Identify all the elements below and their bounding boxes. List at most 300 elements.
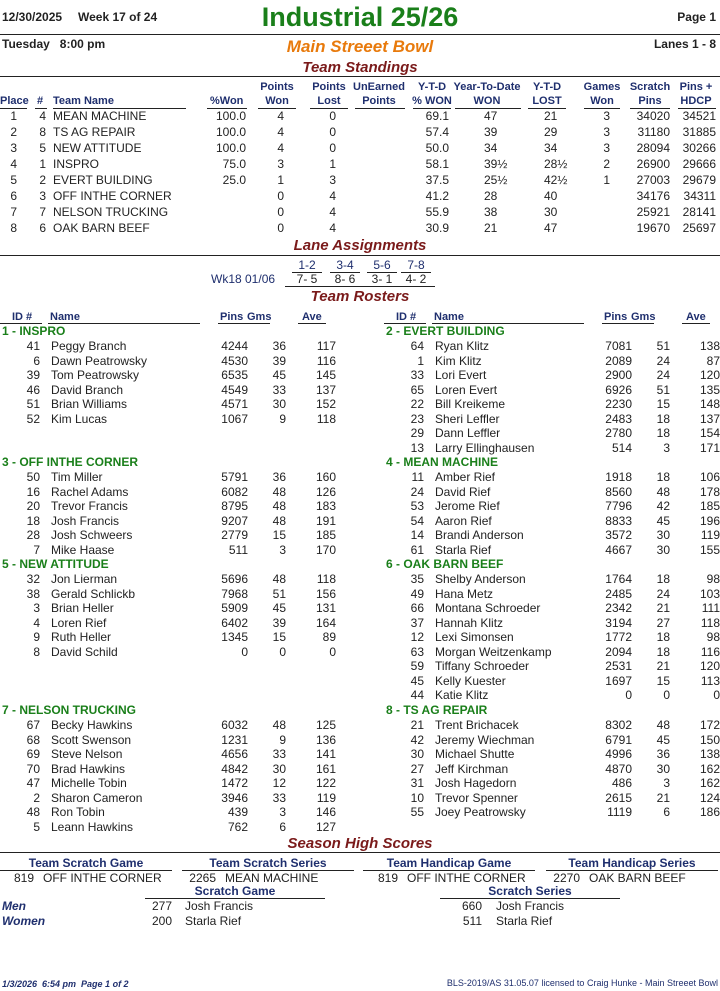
bowler-average: 186	[699, 805, 720, 819]
men-game-name: Josh Francis	[185, 899, 254, 913]
bowler-name: Joey Peatrowsky	[435, 805, 526, 819]
bowler-pins: 1764	[605, 572, 632, 586]
bowler-pins: 6082	[221, 484, 248, 499]
bowler-pins: 4656	[221, 747, 248, 761]
col-ytd-lost-1: Y-T-D	[532, 81, 562, 93]
team-roster-title: 6 - OAK BARN BEEF	[386, 557, 504, 571]
bowler-games: 3	[663, 440, 670, 455]
col-hdcp-1: Pins +	[679, 81, 713, 93]
bowler-id: 46	[26, 382, 40, 397]
bowler-games: 51	[656, 339, 670, 353]
team-number: 7	[39, 205, 46, 219]
team-number: 2	[39, 173, 46, 187]
bowler-name: Bill Kreikeme	[435, 397, 506, 411]
bowler-id: 22	[410, 397, 424, 411]
ytd-won: 25½	[484, 173, 508, 187]
roster-col-ave: Ave	[686, 311, 706, 323]
bowler-average: 120	[699, 659, 720, 673]
lanes-week: Wk18 01/06	[211, 272, 276, 286]
roster-col-name: Name	[434, 311, 464, 323]
bowler-id: 66	[410, 601, 424, 615]
bowler-pins: 7796	[605, 499, 632, 513]
bowler-average: 136	[315, 732, 336, 747]
bowler-pins: 486	[611, 776, 632, 790]
bowler-pins: 3194	[605, 615, 632, 630]
roster-col-id: ID #	[12, 311, 33, 323]
ytd-pct-won: 58.1	[425, 157, 449, 171]
team-handicap-game-score: 819	[377, 871, 398, 885]
bowler-id: 53	[410, 499, 424, 513]
bowler-games: 18	[656, 470, 670, 484]
bowler-games: 45	[656, 513, 670, 528]
bowler-id: 35	[410, 572, 424, 586]
bowler-name: Starla Rief	[435, 542, 492, 557]
bowler-name: Steve Nelson	[51, 747, 123, 761]
bowler-average: 171	[699, 440, 720, 455]
bowler-average: 135	[699, 382, 720, 397]
bowler-pins: 4571	[221, 397, 248, 411]
bowler-average: 89	[322, 630, 336, 644]
bowler-name: Michelle Tobin	[51, 776, 127, 790]
bowler-id: 54	[410, 513, 424, 528]
bowler-id: 63	[410, 644, 424, 659]
standings-row	[0, 157, 720, 172]
bowler-id: 70	[26, 761, 40, 776]
bowler-games: 24	[656, 353, 670, 368]
pct-won: 75.0	[222, 157, 246, 171]
bowler-pins: 2485	[605, 586, 632, 601]
bowler-id: 23	[410, 411, 424, 426]
bowler-pins: 4870	[605, 761, 632, 776]
lane-teams: 4- 2	[405, 272, 427, 286]
ytd-lost: 30	[544, 205, 558, 219]
bowler-id: 38	[26, 586, 40, 601]
bowler-name: Dann Leffler	[435, 426, 501, 440]
roster-col-gms: Gms	[247, 311, 272, 323]
bowler-average: 160	[315, 470, 336, 484]
bowler-name: David Branch	[51, 382, 124, 397]
rule	[682, 323, 710, 324]
ytd-pct-won: 41.2	[425, 189, 449, 203]
bowler-pins: 2780	[605, 426, 632, 440]
ytd-lost: 21	[544, 109, 558, 123]
bowler-id: 61	[410, 542, 424, 557]
bowler-pins: 1472	[221, 776, 248, 790]
bowler-id: 49	[410, 586, 424, 601]
team-number: 5	[39, 141, 46, 155]
league-title: Industrial 25/26	[261, 2, 459, 32]
bowler-name: Tom Peatrowsky	[51, 368, 140, 382]
bowler-average: 162	[699, 776, 720, 790]
bowler-id: 13	[410, 440, 424, 455]
ytd-won: 28	[484, 189, 498, 203]
bowler-pins: 5696	[221, 572, 248, 586]
bowler-id: 1	[417, 353, 424, 368]
bowler-name: Sharon Cameron	[51, 790, 143, 805]
bowler-pins: 4530	[221, 353, 248, 368]
bowler-pins: 7081	[605, 339, 632, 353]
bowler-id: 28	[26, 528, 40, 542]
bowler-games: 48	[656, 718, 670, 732]
games-won: 2	[603, 157, 610, 171]
hdcp-pins: 34311	[683, 189, 716, 203]
bowler-pins: 4244	[221, 339, 248, 353]
bowler-average: 196	[699, 513, 720, 528]
bowler-pins: 511	[228, 542, 248, 557]
standings-row	[0, 141, 720, 156]
bowler-pins: 1772	[605, 630, 632, 644]
bowler-games: 18	[656, 630, 670, 644]
bowler-pins: 9207	[221, 513, 248, 528]
bowler-games: 21	[656, 659, 670, 673]
bowling-center: Main Streeet Bowl	[286, 37, 434, 56]
bowler-pins: 1918	[605, 470, 632, 484]
bowler-average: 170	[315, 542, 336, 557]
bowler-pins: 4667	[605, 542, 632, 557]
bowler-games: 30	[656, 761, 670, 776]
bowler-average: 122	[315, 776, 336, 790]
bowler-name: Jerome Rief	[435, 499, 500, 513]
games-won: 3	[603, 125, 610, 139]
ytd-won: 34	[484, 141, 498, 155]
bowler-pins: 3572	[605, 528, 632, 542]
team-roster-title: 7 - NELSON TRUCKING	[2, 703, 137, 717]
lane-teams: 8- 6	[334, 272, 356, 286]
bowler-pins: 2900	[605, 368, 632, 382]
bowler-average: 155	[699, 542, 720, 557]
bowler-id: 50	[26, 470, 40, 484]
bowler-name: Trent Brichacek	[435, 718, 519, 732]
rule	[602, 323, 654, 324]
bowler-name: Michael Shutte	[435, 747, 515, 761]
team-roster-title: 5 - NEW ATTITUDE	[2, 557, 109, 571]
bowler-id: 3	[33, 601, 40, 615]
scratch-game-label: Scratch Game	[194, 884, 276, 898]
bowler-id: 6	[33, 353, 40, 368]
bowler-pins: 6926	[605, 382, 632, 397]
col-place: Place	[0, 95, 29, 107]
bowler-average: 138	[699, 339, 720, 353]
place: 1	[10, 109, 17, 123]
hdcp-pins: 29666	[682, 157, 716, 171]
bowler-games: 36	[272, 470, 286, 484]
bowler-id: 24	[410, 484, 424, 499]
bowler-games: 15	[656, 673, 670, 688]
bowler-id: 21	[410, 718, 424, 732]
bowler-name: Shelby Anderson	[435, 572, 526, 586]
bowler-average: 156	[315, 586, 336, 601]
col-games-won-1: Games	[583, 81, 621, 93]
points-lost: 0	[329, 141, 336, 155]
bowler-games: 30	[272, 761, 286, 776]
bowler-id: 64	[410, 339, 424, 353]
bowler-name: Montana Schroeder	[435, 601, 541, 615]
bowler-average: 137	[315, 382, 336, 397]
bowler-average: 119	[316, 790, 336, 805]
bowler-pins: 2531	[605, 659, 632, 673]
bowler-id: 8	[33, 644, 40, 659]
points-lost: 4	[329, 221, 336, 235]
bowler-pins: 3946	[221, 790, 248, 805]
hdcp-pins: 29679	[682, 173, 716, 187]
roster-col-id: ID #	[396, 311, 417, 323]
ytd-lost: 42½	[544, 173, 568, 187]
bowler-pins: 8302	[605, 718, 632, 732]
bowler-average: 146	[315, 805, 336, 819]
bowler-pins: 4842	[221, 761, 248, 776]
bowler-id: 27	[410, 761, 424, 776]
team-roster-title: 3 - OFF INTHE CORNER	[2, 455, 139, 469]
bowler-games: 0	[663, 688, 670, 702]
team-scratch-game-score: 819	[13, 871, 34, 885]
bowler-games: 30	[656, 528, 670, 542]
bowler-games: 36	[272, 339, 286, 353]
bowler-id: 59	[410, 659, 424, 673]
team-roster-title: 4 - MEAN MACHINE	[386, 455, 499, 469]
bowler-name: Jeff Kirchman	[435, 761, 509, 776]
bowler-id: 69	[26, 747, 40, 761]
team-handicap-series-score: 2270	[553, 871, 580, 885]
bowler-games: 15	[272, 528, 286, 542]
points-won: 4	[277, 125, 284, 139]
bowler-games: 39	[272, 615, 286, 630]
standings-row	[0, 189, 720, 204]
bowler-games: 51	[272, 586, 286, 601]
bowler-id: 7	[33, 542, 40, 557]
team-name: OAK BARN BEEF	[53, 221, 150, 235]
bowler-pins: 1697	[605, 673, 632, 688]
roster-col-name: Name	[50, 311, 80, 323]
bowler-name: Gerald Schlickb	[51, 586, 136, 601]
bowler-name: Ryan Klitz	[435, 339, 490, 353]
bowler-games: 18	[656, 644, 670, 659]
lanes-title: Lane Assignments	[293, 237, 427, 254]
bowler-average: 150	[699, 732, 720, 747]
col-ytd-won-2: WON	[473, 95, 501, 107]
col-pct-won: %Won	[210, 95, 244, 107]
standings-top-rule	[0, 76, 720, 77]
bowler-pins: 6535	[221, 368, 248, 382]
bowler-name: Dawn Peatrowsky	[51, 353, 148, 368]
team-name: EVERT BUILDING	[53, 173, 153, 187]
league-day-time: Tuesday 8:00 pm	[2, 37, 106, 51]
ytd-pct-won: 55.9	[425, 205, 449, 219]
bowler-id: 11	[411, 470, 424, 484]
bowler-id: 55	[410, 805, 424, 819]
col-points-won-1: Points	[260, 81, 294, 93]
col-games-won-2: Won	[590, 95, 614, 107]
ytd-lost: 29	[544, 125, 558, 139]
team-roster-title: 1 - INSPRO	[2, 324, 66, 338]
bowler-average: 111	[701, 601, 720, 615]
bowler-pins: 4996	[605, 747, 632, 761]
bowler-name: Kelly Kuester	[435, 673, 506, 688]
bowler-games: 21	[656, 790, 670, 805]
women-label: Women	[2, 914, 46, 928]
bowler-pins: 6032	[221, 718, 248, 732]
bowler-average: 124	[699, 790, 720, 805]
bowler-average: 191	[315, 513, 336, 528]
bowler-games: 6	[663, 805, 670, 819]
scratch-pins: 28094	[636, 141, 670, 155]
bowler-games: 51	[656, 382, 670, 397]
bowler-name: Tim Miller	[51, 470, 103, 484]
lane-pair: 3-4	[330, 258, 360, 273]
rosters-title: Team Rosters	[310, 288, 410, 305]
points-lost: 0	[329, 109, 336, 123]
report-date: 12/30/2025	[2, 10, 63, 24]
bowler-average: 116	[700, 644, 720, 659]
bowler-pins: 1231	[221, 732, 248, 747]
bowler-pins: 2615	[605, 790, 632, 805]
bowler-id: 31	[410, 776, 424, 790]
lane-pair: 7-8	[401, 258, 431, 273]
lane-pair: 1-2	[292, 258, 322, 273]
bowler-games: 33	[272, 382, 286, 397]
bowler-id: 41	[26, 339, 40, 353]
hdcp-pins: 25697	[682, 221, 716, 235]
team-scratch-game-label: Team Scratch Game	[28, 856, 144, 870]
bowler-name: David Schild	[51, 644, 118, 659]
bowler-name: Jeremy Wiechman	[435, 732, 535, 747]
col-hdcp-2: HDCP	[680, 95, 712, 107]
team-name: TS AG REPAIR	[53, 125, 136, 139]
bowler-name: Lexi Simonsen	[435, 630, 514, 644]
bowler-average: 138	[699, 747, 720, 761]
bowler-pins: 0	[625, 688, 632, 702]
bowler-games: 48	[272, 572, 286, 586]
bowler-average: 137	[699, 411, 720, 426]
ytd-pct-won: 50.0	[425, 141, 449, 155]
points-won: 0	[277, 189, 284, 203]
bowler-games: 45	[656, 732, 670, 747]
place: 6	[10, 189, 17, 203]
bowler-name: Brian Williams	[51, 397, 128, 411]
bowler-games: 42	[656, 499, 670, 513]
bowler-games: 39	[272, 353, 286, 368]
men-series-score: 660	[461, 899, 482, 913]
bowler-games: 30	[272, 397, 286, 411]
team-scratch-series-score: 2265	[189, 871, 216, 885]
team-scratch-series-label: Team Scratch Series	[209, 856, 327, 870]
bowler-pins: 2230	[605, 397, 632, 411]
lane-teams: 7- 5	[296, 272, 318, 286]
bowler-average: 103	[699, 586, 720, 601]
bowler-average: 0	[713, 688, 720, 702]
bowler-id: 68	[26, 732, 40, 747]
bowler-name: Brandi Anderson	[435, 528, 524, 542]
team-name: NEW ATTITUDE	[53, 141, 142, 155]
col-unearned-1: UnEarned	[353, 81, 405, 93]
team-name: INSPRO	[53, 157, 100, 171]
bowler-name: Loren Rief	[51, 615, 107, 630]
bowler-average: 119	[700, 528, 720, 542]
bowler-games: 24	[656, 368, 670, 382]
ytd-pct-won: 69.1	[425, 109, 449, 123]
games-won: 1	[603, 173, 610, 187]
bowler-average: 117	[316, 339, 336, 353]
pct-won: 100.0	[215, 141, 246, 155]
bowler-pins: 2089	[605, 353, 632, 368]
place: 2	[10, 125, 17, 139]
page-number: Page 1	[677, 10, 716, 24]
place: 4	[10, 157, 17, 171]
bowler-name: Kim Lucas	[51, 411, 108, 426]
women-game-score: 200	[151, 914, 172, 928]
bowler-id: 52	[26, 411, 40, 426]
bowler-id: 5	[33, 819, 40, 834]
ytd-pct-won: 30.9	[425, 221, 449, 235]
col-ytd-lost-2: LOST	[532, 95, 562, 107]
bowler-pins: 8795	[221, 499, 248, 513]
bowler-name: Katie Klitz	[435, 688, 489, 702]
bowler-name: Larry Ellinghausen	[435, 440, 535, 455]
footer-printed: 1/3/2026 6:54 pm Page 1 of 2	[2, 979, 129, 989]
bowler-name: Peggy Branch	[51, 339, 127, 353]
points-lost: 1	[329, 157, 336, 171]
header-divider	[0, 34, 720, 35]
rule	[285, 286, 435, 287]
team-roster-title: 8 - TS AG REPAIR	[386, 703, 488, 717]
bowler-id: 65	[410, 382, 424, 397]
women-game-name: Starla Rief	[185, 914, 242, 928]
bowler-name: Josh Schweers	[51, 528, 133, 542]
rule	[218, 323, 270, 324]
bowler-average: 172	[699, 718, 720, 732]
bowler-id: 16	[26, 484, 40, 499]
hdcp-pins: 30266	[682, 141, 716, 155]
bowler-average: 141	[315, 747, 336, 761]
bowler-pins: 2779	[221, 528, 248, 542]
bowler-games: 9	[279, 411, 286, 426]
points-lost: 4	[329, 205, 336, 219]
bowler-average: 148	[699, 397, 720, 411]
bowler-id: 10	[410, 790, 424, 805]
bowler-pins: 439	[227, 805, 248, 819]
bowler-id: 12	[410, 630, 424, 644]
scratch-pins: 26900	[636, 157, 670, 171]
roster-col-gms: Gms	[631, 311, 656, 323]
bowler-name: Josh Hagedorn	[435, 776, 517, 790]
bowler-name: Kim Klitz	[435, 353, 482, 368]
pct-won: 100.0	[215, 109, 246, 123]
bowler-average: 127	[315, 819, 336, 834]
bowler-games: 48	[272, 513, 286, 528]
team-scratch-game-team: OFF INTHE CORNER	[43, 871, 162, 885]
team-number: 8	[39, 125, 46, 139]
rule	[298, 323, 326, 324]
team-name: OFF INTHE CORNER	[53, 189, 172, 203]
bowler-pins: 5791	[221, 470, 248, 484]
ytd-pct-won: 37.5	[425, 173, 449, 187]
bowler-average: 126	[315, 484, 336, 499]
bowler-average: 118	[700, 615, 720, 630]
standings-row	[0, 109, 720, 124]
scratch-pins: 34176	[636, 189, 670, 203]
bowler-name: Trevor Francis	[51, 499, 128, 513]
bowler-id: 39	[26, 368, 40, 382]
bowler-games: 18	[656, 411, 670, 426]
scratch-series-label: Scratch Series	[488, 884, 572, 898]
bowler-name: Sheri Leffler	[435, 411, 500, 426]
bowler-games: 21	[656, 601, 670, 615]
bowler-pins: 0	[241, 644, 248, 659]
bowler-pins: 7968	[221, 586, 248, 601]
ytd-lost: 34	[544, 141, 558, 155]
bowler-games: 3	[663, 776, 670, 790]
points-lost: 3	[329, 173, 336, 187]
standings-row	[0, 221, 720, 236]
